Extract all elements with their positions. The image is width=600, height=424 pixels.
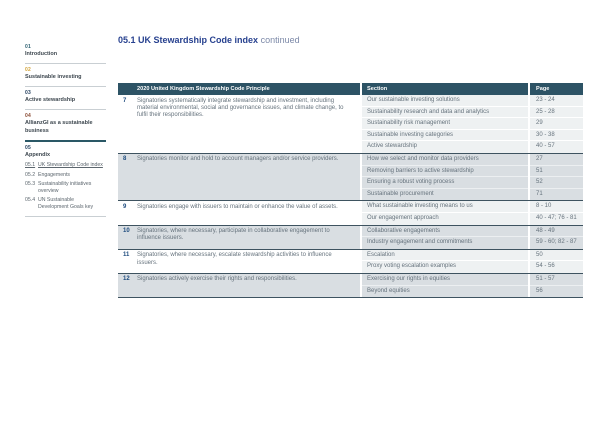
section-cell: Collaborative engagements [362, 226, 528, 238]
principle-cell [118, 250, 360, 273]
section-cell: Industry engagement and commitments [362, 237, 528, 249]
table-row [362, 213, 583, 225]
table-group-principle-11 [118, 250, 583, 274]
page-cell: 25 - 28 [530, 107, 583, 119]
page-title [118, 35, 300, 45]
table-row [362, 107, 583, 119]
section-rows [362, 201, 583, 224]
principle-text: Signatories engage with issuers to maintain or enhance the value of assets. [137, 203, 338, 210]
sidebar-item-label: Appendix [25, 152, 51, 159]
subsection-number: 05.3 [25, 181, 36, 188]
section-rows [362, 250, 583, 273]
table-row [362, 118, 583, 130]
section-rows [362, 226, 583, 249]
column-header-page: Page [530, 83, 583, 95]
section-cell: Active stewardship [362, 141, 528, 153]
table-group-principle-8 [118, 154, 583, 201]
page-cell: 71 [530, 189, 583, 201]
subsection-number: 05.4 [25, 197, 36, 204]
table-row [362, 166, 583, 178]
section-cell: What sustainable investing means to us [362, 201, 528, 213]
sidebar-item-label: Active stewardship [25, 97, 76, 104]
section-number: 03 [25, 89, 31, 96]
toc-sidebar [25, 41, 106, 217]
section-number: 04 [25, 112, 31, 119]
table-row [362, 141, 583, 153]
subsection-label: Sustainability initiatives overview [38, 181, 92, 194]
section-number: 05 [25, 144, 31, 151]
page-cell: 50 [530, 250, 583, 262]
table-header-row [118, 83, 583, 95]
table-row [362, 274, 583, 286]
sidebar-subitem-uk-stewardship-code-index[interactable] [25, 162, 106, 169]
section-cell: Beyond equities [362, 286, 528, 298]
page-cell: 40 - 47; 76 - 81 [530, 213, 583, 225]
subsection-label: Engagements [38, 171, 71, 178]
principle-cell [118, 201, 360, 224]
section-cell: Sustainability risk management [362, 118, 528, 130]
principle-cell [118, 274, 360, 297]
page-cell: 8 - 10 [530, 201, 583, 213]
table-row [362, 237, 583, 249]
principle-number: 7 [123, 97, 127, 104]
principle-number: 12 [123, 276, 130, 283]
section-cell: Our engagement approach [362, 213, 528, 225]
section-cell: Ensuring a robust voting process [362, 177, 528, 189]
principle-number: 9 [123, 203, 127, 210]
principle-text: Signatories, where necessary, escalate stewardship activities to influence issuers. [137, 252, 332, 266]
section-cell: Exercising our rights in equities [362, 274, 528, 286]
principle-text: Signatories systematically integrate stewardship and investment, including material environmental, social and governance issues, and climate change, to fulfil their responsibilities. [137, 97, 344, 119]
section-cell: Removing barriers to active stewardship [362, 166, 528, 178]
section-rows [362, 95, 583, 153]
sidebar-item-label: Sustainable investing [25, 74, 82, 81]
page-cell: 59 - 60; 82 - 87 [530, 237, 583, 249]
page-cell: 27 [530, 154, 583, 166]
table-group-principle-9 [118, 201, 583, 225]
column-header-principle: 2020 United Kingdom Stewardship Code Principle [118, 83, 360, 95]
page-cell: 54 - 56 [530, 261, 583, 273]
page-cell: 48 - 49 [530, 226, 583, 238]
page-cell: 30 - 38 [530, 130, 583, 142]
section-cell: How we select and monitor data providers [362, 154, 528, 166]
subsection-number: 05.2 [25, 171, 36, 178]
page-cell: 51 - 57 [530, 274, 583, 286]
section-cell: Escalation [362, 250, 528, 262]
principle-number: 11 [123, 252, 130, 259]
table-row [362, 130, 583, 142]
sidebar-item-label: Introduction [25, 51, 58, 57]
section-cell: Sustainable investing categories [362, 130, 528, 142]
sidebar-item-label: AllianzGI as a sustainable business [25, 120, 93, 134]
principle-number: 10 [123, 228, 130, 235]
principle-cell [118, 95, 360, 153]
section-cell: Proxy voting escalation examples [362, 261, 528, 273]
sidebar-item-introduction[interactable] [25, 41, 106, 64]
page-cell: 40 - 57 [530, 141, 583, 153]
sidebar-item-appendix[interactable] [25, 145, 106, 160]
sidebar-subitem-un-sdg-key[interactable] [25, 197, 106, 210]
table-row [362, 201, 583, 213]
table-group-principle-7 [118, 95, 583, 154]
subsection-label: UK Stewardship Code index [38, 162, 103, 169]
table-row [362, 95, 583, 107]
sidebar-item-sustainable-investing[interactable] [25, 64, 106, 87]
section-cell: Sustainable procurement [362, 189, 528, 201]
table-row [362, 226, 583, 238]
page-cell: 29 [530, 118, 583, 130]
page-cell: 23 - 24 [530, 95, 583, 107]
section-number: 02 [25, 66, 31, 73]
principle-cell [118, 226, 360, 249]
table-row [362, 177, 583, 189]
stewardship-code-table [118, 83, 583, 298]
section-cell: Sustainability research and data and analytics [362, 107, 528, 119]
table-row [362, 250, 583, 262]
subsection-number: 05.1 [25, 162, 36, 169]
page-cell: 56 [530, 286, 583, 298]
sidebar-item-allianzgi-sustainable-business[interactable] [25, 110, 106, 141]
column-header-section: Section [362, 83, 528, 95]
principle-cell [118, 154, 360, 200]
page-cell: 52 [530, 177, 583, 189]
page-cell: 51 [530, 166, 583, 178]
principle-text: Signatories monitor and hold to account managers and/or service providers. [137, 156, 339, 163]
sidebar-item-active-stewardship[interactable] [25, 87, 106, 110]
page-title-main: 05.1 UK Stewardship Code index [118, 35, 259, 45]
sidebar-subitem-engagements[interactable] [25, 172, 106, 179]
table-row [362, 154, 583, 166]
subsection-label: UN Sustainable Development Goals key [38, 197, 94, 210]
table-group-principle-10 [118, 226, 583, 250]
principle-number: 8 [123, 156, 127, 163]
sidebar-subitem-sustainability-initiatives[interactable] [25, 181, 106, 194]
table-group-principle-12 [118, 274, 583, 298]
table-row [362, 261, 583, 273]
section-rows [362, 274, 583, 297]
section-rows [362, 154, 583, 200]
sidebar-appendix-block [25, 142, 106, 218]
principle-text: Signatories, where necessary, participate in collaborative engagement to influence issuers. [137, 228, 330, 242]
table-row [362, 286, 583, 298]
section-number: 01 [25, 43, 31, 50]
principle-text: Signatories actively exercise their rights and responsibilities. [137, 276, 297, 283]
page-title-continued: continued [260, 35, 300, 45]
table-row [362, 189, 583, 201]
section-cell: Our sustainable investing solutions [362, 95, 528, 107]
